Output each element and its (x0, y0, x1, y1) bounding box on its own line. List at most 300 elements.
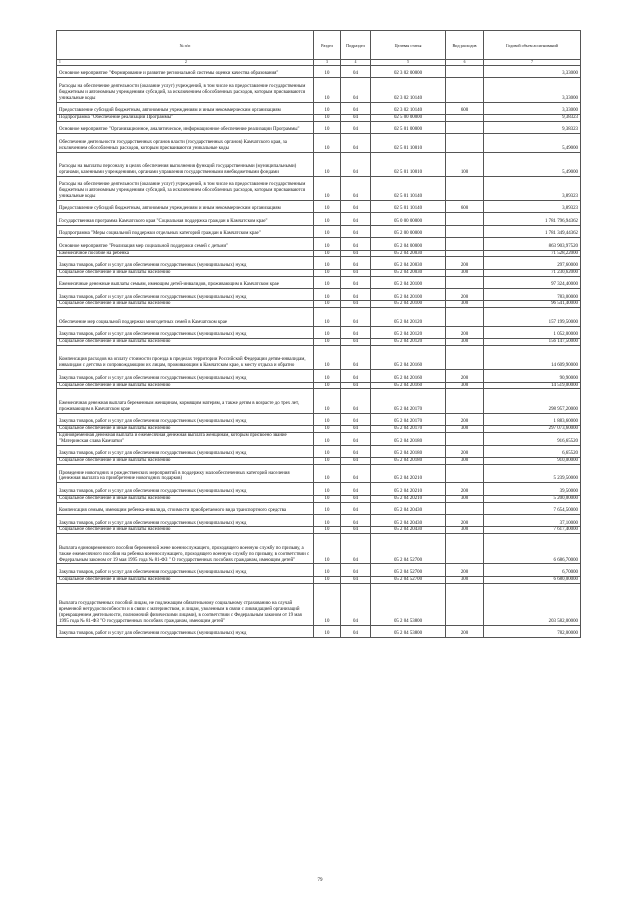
row-target-article: 02 3 02 10140 (371, 78, 446, 102)
table-row (57, 326, 581, 338)
row-section: 10 (314, 326, 341, 338)
row-target-article: 05 2 04 20100 (371, 276, 446, 288)
table-row (57, 176, 581, 200)
row-subsection: 04 (341, 389, 371, 413)
row-name: Расходы на обеспечение деятельности (оказание услуг) учреждений, в том числе на предоставление государственным бюджетным и автономным учреждениям субсидий, за исключением обособленных расходов, которым присваиваются уникальные коды (57, 176, 314, 200)
table-row (57, 200, 581, 212)
row-target-article: 05 2 04 20120 (371, 308, 446, 326)
row-subsection: 04 (341, 225, 371, 237)
row-subsection: 04 (341, 269, 371, 276)
row-annual-volume: 916,65520 (484, 432, 581, 445)
row-target-article: 02 5 01 10010 (371, 134, 446, 152)
row-section: 10 (314, 78, 341, 102)
row-name: Обеспечение деятельности государственных органов власти (государственных органов) Камчатского края, за исключением обособленных расходов, которым присваиваются уникальные коды (57, 134, 314, 152)
row-annual-volume: 9,38323 (484, 121, 581, 133)
row-expense-type: 300 (446, 458, 484, 465)
row-subsection: 04 (341, 238, 371, 250)
table-row (57, 213, 581, 225)
row-annual-volume: 71 528,22000 (484, 250, 581, 257)
row-section: 10 (314, 257, 341, 269)
row-name: Социальное обеспечение и иные выплаты населению (57, 527, 314, 534)
row-target-article: 05 2 04 20030 (371, 269, 446, 276)
table-row (57, 238, 581, 250)
row-section: 10 (314, 576, 341, 583)
row-annual-volume: 297,60000 (484, 257, 581, 269)
row-expense-type (446, 121, 484, 133)
row-annual-volume: 6 680,00000 (484, 576, 581, 583)
row-subsection: 04 (341, 576, 371, 583)
header-subsection: Подраздел (341, 31, 371, 60)
row-name: Основное мероприятие "Формирование и развитие региональной системы оценки качества образования" (57, 66, 314, 78)
row-expense-type: 100 (446, 152, 484, 176)
row-expense-type: 200 (446, 515, 484, 527)
row-subsection: 04 (341, 289, 371, 301)
row-name: Социальное обеспечение и иные выплаты населению (57, 458, 314, 465)
row-subsection: 04 (341, 432, 371, 445)
row-expense-type: 200 (446, 326, 484, 338)
row-expense-type (446, 465, 484, 483)
row-expense-type: 300 (446, 339, 484, 346)
row-section: 10 (314, 515, 341, 527)
row-expense-type: 300 (446, 576, 484, 583)
row-target-article: 05 2 04 20180 (371, 458, 446, 465)
row-name: Обеспечение мер социальной поддержки многодетных семей в Камчатском крае (57, 308, 314, 326)
row-target-article: 05 2 04 20430 (371, 502, 446, 514)
row-section: 10 (314, 301, 341, 308)
table-row (57, 121, 581, 133)
row-annual-volume: 5,49000 (484, 152, 581, 176)
row-section: 10 (314, 483, 341, 495)
row-name: Социальное обеспечение и иные выплаты населению (57, 426, 314, 433)
row-subsection: 04 (341, 382, 371, 389)
row-target-article: 05 2 04 20210 (371, 465, 446, 483)
row-target-article: 05 2 04 20170 (371, 426, 446, 433)
row-subsection: 04 (341, 102, 371, 114)
table-row (57, 502, 581, 514)
row-subsection: 04 (341, 445, 371, 457)
row-subsection: 04 (341, 483, 371, 495)
row-target-article: 05 2 04 20170 (371, 389, 446, 413)
row-name: Ежемесячная денежная выплата беременным женщинам, кормящим матерям, а также детям в возрасте до трех лет, проживающим в Камчатском крае (57, 389, 314, 413)
table-row (57, 250, 581, 257)
row-section: 10 (314, 225, 341, 237)
row-expense-type (446, 238, 484, 250)
row-annual-volume: 782,00000 (484, 625, 581, 637)
row-target-article: 05 2 04 20120 (371, 326, 446, 338)
table-row (57, 458, 581, 465)
table-row (57, 534, 581, 564)
row-annual-volume: 1 052,00000 (484, 326, 581, 338)
row-section: 10 (314, 269, 341, 276)
row-expense-type: 300 (446, 382, 484, 389)
row-name: Ежемесячные денежные выплаты семьям, имеющим детей-инвалидов, проживающим в Камчатском крае (57, 276, 314, 288)
row-annual-volume: 6,65520 (484, 445, 581, 457)
row-annual-volume: 157 199,50000 (484, 308, 581, 326)
row-section: 10 (314, 66, 341, 78)
row-section: 10 (314, 176, 341, 200)
row-annual-volume: 1 781 349,44362 (484, 225, 581, 237)
row-annual-volume: 14 609,90000 (484, 345, 581, 369)
row-name: Компенсация семьям, имеющим ребенка-инвалида, стоимости приобретаемого вида транспортного средства (57, 502, 314, 514)
row-subsection: 04 (341, 339, 371, 346)
row-subsection: 04 (341, 250, 371, 257)
row-section: 10 (314, 583, 341, 625)
row-target-article: 02 3 02 00000 (371, 66, 446, 78)
table-row (57, 339, 581, 346)
row-annual-volume: 203 582,00000 (484, 583, 581, 625)
page-number: 79 (317, 878, 323, 883)
row-name: Расходы на выплаты персоналу в целях обеспечения выполнения функций государственными (муниципальными) органами, казенными учреждениями, органами управления государственными внебюджетными фондами (57, 152, 314, 176)
row-name: Закупка товаров, работ и услуг для обеспечения государственных (муниципальных) нужд (57, 564, 314, 576)
row-target-article: 05 2 04 52700 (371, 576, 446, 583)
row-target-article: 05 2 04 20100 (371, 289, 446, 301)
row-annual-volume: 863 903,97520 (484, 238, 581, 250)
row-annual-volume: 6,70000 (484, 564, 581, 576)
row-expense-type: 600 (446, 200, 484, 212)
row-target-article: 05 0 00 00000 (371, 213, 446, 225)
row-section: 10 (314, 250, 341, 257)
row-subsection: 04 (341, 114, 371, 121)
header-target-article: Целевая статья (371, 31, 446, 60)
row-section: 10 (314, 534, 341, 564)
row-name: Закупка товаров, работ и услуг для обеспечения государственных (муниципальных) нужд (57, 370, 314, 382)
table-row (57, 308, 581, 326)
table-row (57, 583, 581, 625)
row-section: 10 (314, 382, 341, 389)
row-section: 10 (314, 238, 341, 250)
row-annual-volume: 1 781 796,94362 (484, 213, 581, 225)
row-subsection: 04 (341, 326, 371, 338)
row-subsection: 04 (341, 176, 371, 200)
table-row (57, 527, 581, 534)
row-subsection: 04 (341, 583, 371, 625)
table-row (57, 483, 581, 495)
row-name: Расходы на обеспечение деятельности (оказание услуг) учреждений, в том числе на предоставление государственным бюджетным и автономным учреждениям субсидий, за исключением обособленных расходов, которым присваиваются уникальные коды (57, 78, 314, 102)
row-expense-type (446, 345, 484, 369)
row-subsection: 04 (341, 308, 371, 326)
row-name: Социальное обеспечение и иные выплаты населению (57, 495, 314, 502)
row-subsection: 04 (341, 301, 371, 308)
row-target-article: 05 2 04 20160 (371, 370, 446, 382)
row-expense-type: 300 (446, 495, 484, 502)
row-target-article: 05 2 04 20210 (371, 495, 446, 502)
table-row (57, 152, 581, 176)
row-annual-volume: 6 686,70000 (484, 534, 581, 564)
row-section: 10 (314, 121, 341, 133)
row-name: Основное мероприятие "Реализация мер социальной поддержки семей с детьми" (57, 238, 314, 250)
row-section: 10 (314, 445, 341, 457)
row-section: 10 (314, 426, 341, 433)
budget-table (56, 30, 581, 638)
header-row (57, 31, 581, 60)
row-name: Выплата единовременного пособия беременной жене военнослужащего, проходящего военную службу по призыву, а также ежемесячного пособия на ребенка военнослужащего, проходящего военную службу по призыву, в соответствии с Федеральным законом от 19 мая 1995 года № 81-ФЗ " О государственных пособиях гражданам, имеющим детей" (57, 534, 314, 564)
row-target-article: 05 2 04 20210 (371, 483, 446, 495)
row-name: Социальное обеспечение и иные выплаты населению (57, 339, 314, 346)
row-name: Предоставление субсидий бюджетным, автономным учреждениям и иным некоммерческим организациям (57, 102, 314, 114)
row-expense-type (446, 66, 484, 78)
row-section: 10 (314, 625, 341, 637)
row-annual-volume: 5,49000 (484, 134, 581, 152)
row-annual-volume: 9,38323 (484, 114, 581, 121)
row-expense-type (446, 114, 484, 121)
column-number-1: 1 (59, 60, 61, 65)
row-section: 10 (314, 389, 341, 413)
table-row (57, 301, 581, 308)
row-expense-type: 300 (446, 527, 484, 534)
row-subsection: 04 (341, 200, 371, 212)
table-row (57, 432, 581, 445)
row-subsection: 04 (341, 66, 371, 78)
row-annual-volume: 7 654,50000 (484, 502, 581, 514)
row-annual-volume: 3,33000 (484, 102, 581, 114)
row-expense-type (446, 213, 484, 225)
row-name: Закупка товаров, работ и услуг для обеспечения государственных (муниципальных) нужд (57, 515, 314, 527)
row-target-article: 05 2 00 00000 (371, 225, 446, 237)
column-number-2: 2 (185, 60, 187, 65)
row-target-article: 02 5 01 00000 (371, 121, 446, 133)
row-section: 10 (314, 152, 341, 176)
row-section: 10 (314, 413, 341, 425)
row-expense-type: 200 (446, 289, 484, 301)
row-section: 10 (314, 465, 341, 483)
header-annual-volume: Годовой объем ассигнований (484, 31, 581, 60)
row-expense-type: 200 (446, 483, 484, 495)
row-annual-volume: 910,00000 (484, 458, 581, 465)
row-annual-volume: 297 073,60000 (484, 426, 581, 433)
table-row (57, 625, 581, 637)
table-row (57, 276, 581, 288)
table-row (57, 289, 581, 301)
row-annual-volume: 156 147,50000 (484, 339, 581, 346)
row-section: 10 (314, 308, 341, 326)
row-name: Социальное обеспечение и иные выплаты населению (57, 301, 314, 308)
row-name: Закупка товаров, работ и услуг для обеспечения государственных (муниципальных) нужд (57, 289, 314, 301)
row-subsection: 04 (341, 413, 371, 425)
row-subsection: 04 (341, 276, 371, 288)
row-subsection: 04 (341, 534, 371, 564)
row-annual-volume: 71 230,62000 (484, 269, 581, 276)
row-target-article: 05 2 04 20160 (371, 382, 446, 389)
row-annual-volume: 3,89323 (484, 200, 581, 212)
row-expense-type (446, 432, 484, 445)
row-annual-volume: 7 617,40000 (484, 527, 581, 534)
row-expense-type: 200 (446, 625, 484, 637)
row-annual-volume: 1 883,60000 (484, 413, 581, 425)
table-row (57, 66, 581, 78)
row-name: Основное мероприятие "Организационное, аналитическое, информационное обеспечение реализации Программы" (57, 121, 314, 133)
row-expense-type (446, 78, 484, 102)
row-subsection: 04 (341, 495, 371, 502)
header-section: Раздел (314, 31, 341, 60)
row-name: Социальное обеспечение и иные выплаты населению (57, 576, 314, 583)
row-name: Закупка товаров, работ и услуг для обеспечения государственных (муниципальных) нужд (57, 625, 314, 637)
table-row (57, 515, 581, 527)
row-expense-type: 200 (446, 370, 484, 382)
row-expense-type: 300 (446, 269, 484, 276)
row-expense-type (446, 583, 484, 625)
row-subsection: 04 (341, 564, 371, 576)
table-row (57, 382, 581, 389)
column-number-4: 4 (341, 60, 371, 66)
row-subsection: 04 (341, 515, 371, 527)
row-name: Предоставление субсидий бюджетным, автономным учреждениям и иным некоммерческим организациям (57, 200, 314, 212)
row-subsection: 04 (341, 121, 371, 133)
row-name: Социальное обеспечение и иные выплаты населению (57, 382, 314, 389)
row-section: 10 (314, 114, 341, 121)
row-section: 10 (314, 564, 341, 576)
row-expense-type (446, 502, 484, 514)
row-target-article: 05 2 04 20120 (371, 339, 446, 346)
row-target-article: 05 2 04 52700 (371, 564, 446, 576)
row-target-article: 02 3 02 10140 (371, 102, 446, 114)
row-section: 10 (314, 432, 341, 445)
row-name: Единовременная денежная выплата и ежемесячная денежная выплата женщинам, которым присвоено звание "Материнская слава Камчатки" (57, 432, 314, 445)
row-annual-volume: 39,50000 (484, 483, 581, 495)
header-name: № п/п (57, 31, 314, 60)
row-name: Закупка товаров, работ и услуг для обеспечения государственных (муниципальных) нужд (57, 445, 314, 457)
row-annual-volume: 5 200,00000 (484, 495, 581, 502)
row-subsection: 04 (341, 345, 371, 369)
row-expense-type: 200 (446, 564, 484, 576)
row-expense-type (446, 134, 484, 152)
row-section: 10 (314, 495, 341, 502)
row-section: 10 (314, 213, 341, 225)
row-expense-type (446, 276, 484, 288)
table-row (57, 257, 581, 269)
row-expense-type (446, 225, 484, 237)
row-subsection: 04 (341, 370, 371, 382)
row-annual-volume: 90,90000 (484, 370, 581, 382)
table-row (57, 389, 581, 413)
row-target-article: 05 2 04 53800 (371, 625, 446, 637)
table-row (57, 345, 581, 369)
row-annual-volume: 96 541,40000 (484, 301, 581, 308)
row-annual-volume: 3,89323 (484, 176, 581, 200)
row-subsection: 04 (341, 465, 371, 483)
row-name: Закупка товаров, работ и услуг для обеспечения государственных (муниципальных) нужд (57, 413, 314, 425)
table-row (57, 413, 581, 425)
row-section: 10 (314, 458, 341, 465)
row-annual-volume: 783,00000 (484, 289, 581, 301)
row-target-article: 05 2 04 20170 (371, 413, 446, 425)
row-subsection: 04 (341, 426, 371, 433)
row-annual-volume: 5 239,50000 (484, 465, 581, 483)
table-row (57, 134, 581, 152)
column-number-5: 5 (371, 60, 446, 66)
row-subsection: 04 (341, 527, 371, 534)
row-subsection: 04 (341, 152, 371, 176)
row-section: 10 (314, 370, 341, 382)
row-expense-type: 200 (446, 445, 484, 457)
table-row (57, 576, 581, 583)
row-expense-type (446, 389, 484, 413)
table-row (57, 269, 581, 276)
row-target-article: 05 2 04 20160 (371, 345, 446, 369)
row-name: Ежемесячное пособие на ребенка (57, 250, 314, 257)
header-expense-type: Вид расходов (446, 31, 484, 60)
row-expense-type: 200 (446, 413, 484, 425)
row-target-article: 02 5 01 10140 (371, 200, 446, 212)
row-annual-volume: 3,33000 (484, 66, 581, 78)
row-section: 10 (314, 276, 341, 288)
row-name: Выплата государственных пособий лицам, не подлежащим обязательному социальному страхованию на случай временной нетрудоспособности и в связи с материнством, и лицам, уволенным в связи с ликвидацией организаций (прекращением деятельности, полномочий физическими лицами), в соответствии с Федеральным законом от 19 мая 1995 года № 81-ФЗ "О государственных пособиях гражданам, имеющим детей" (57, 583, 314, 625)
row-expense-type (446, 308, 484, 326)
table-row (57, 465, 581, 483)
row-subsection: 04 (341, 458, 371, 465)
row-name: Закупка товаров, работ и услуг для обеспечения государственных (муниципальных) нужд (57, 483, 314, 495)
row-section: 10 (314, 345, 341, 369)
table-row (57, 78, 581, 102)
row-section: 10 (314, 527, 341, 534)
row-target-article: 05 2 04 20030 (371, 250, 446, 257)
row-target-article: 05 2 04 20430 (371, 515, 446, 527)
row-subsection: 04 (341, 625, 371, 637)
row-target-article: 05 2 04 52700 (371, 534, 446, 564)
row-annual-volume: 298 957,20000 (484, 389, 581, 413)
row-annual-volume: 14 519,00000 (484, 382, 581, 389)
row-target-article: 05 2 04 20180 (371, 432, 446, 445)
table-row (57, 445, 581, 457)
row-target-article: 05 2 04 20430 (371, 527, 446, 534)
row-subsection: 04 (341, 213, 371, 225)
row-name: Проведение новогодних и рождественских мероприятий в поддержку малообеспеченных категорий населения (денежная выплата на приобретение новогодних подарков) (57, 465, 314, 483)
table-row (57, 102, 581, 114)
row-target-article: 02 5 01 10010 (371, 152, 446, 176)
row-section: 10 (314, 502, 341, 514)
row-name: Закупка товаров, работ и услуг для обеспечения государственных (муниципальных) нужд (57, 326, 314, 338)
row-name: Компенсация расходов на оплату стоимости проезда в пределах территории Российской Федерации детям-инвалидам, инвалидам с детства и сопровождающим их лицам, проживающим в Камчатском крае, к месту отдыха и обратно (57, 345, 314, 369)
row-target-article: 05 2 04 00000 (371, 238, 446, 250)
row-name: Закупка товаров, работ и услуг для обеспечения государственных (муниципальных) нужд (57, 257, 314, 269)
row-annual-volume: 37,10000 (484, 515, 581, 527)
table-row (57, 426, 581, 433)
row-name: Государственная программа Камчатского края "Социальная поддержка граждан в Камчатском крае" (57, 213, 314, 225)
row-expense-type: 600 (446, 102, 484, 114)
table-row (57, 225, 581, 237)
row-name: Социальное обеспечение и иные выплаты населению (57, 269, 314, 276)
row-target-article: 05 2 04 53800 (371, 583, 446, 625)
table-row (57, 495, 581, 502)
table-row (57, 370, 581, 382)
row-target-article: 05 2 04 20030 (371, 257, 446, 269)
row-section: 10 (314, 289, 341, 301)
row-expense-type: 300 (446, 426, 484, 433)
row-annual-volume: 97 324,40000 (484, 276, 581, 288)
column-number-3: 3 (314, 60, 341, 66)
column-number-6: 6 (446, 60, 484, 66)
row-expense-type (446, 250, 484, 257)
row-annual-volume: 3,33000 (484, 78, 581, 102)
row-section: 10 (314, 339, 341, 346)
row-section: 10 (314, 134, 341, 152)
row-expense-type (446, 534, 484, 564)
row-target-article: 02 5 01 10140 (371, 176, 446, 200)
row-subsection: 04 (341, 78, 371, 102)
row-expense-type: 200 (446, 257, 484, 269)
row-target-article: 05 2 04 20100 (371, 301, 446, 308)
column-number-7: 7 (484, 60, 581, 66)
row-section: 10 (314, 200, 341, 212)
row-subsection: 04 (341, 134, 371, 152)
row-section: 10 (314, 102, 341, 114)
row-subsection: 04 (341, 257, 371, 269)
table-row (57, 114, 581, 121)
row-target-article: 05 2 04 20180 (371, 445, 446, 457)
table-row (57, 564, 581, 576)
row-subsection: 04 (341, 502, 371, 514)
row-expense-type (446, 176, 484, 200)
row-expense-type: 300 (446, 301, 484, 308)
